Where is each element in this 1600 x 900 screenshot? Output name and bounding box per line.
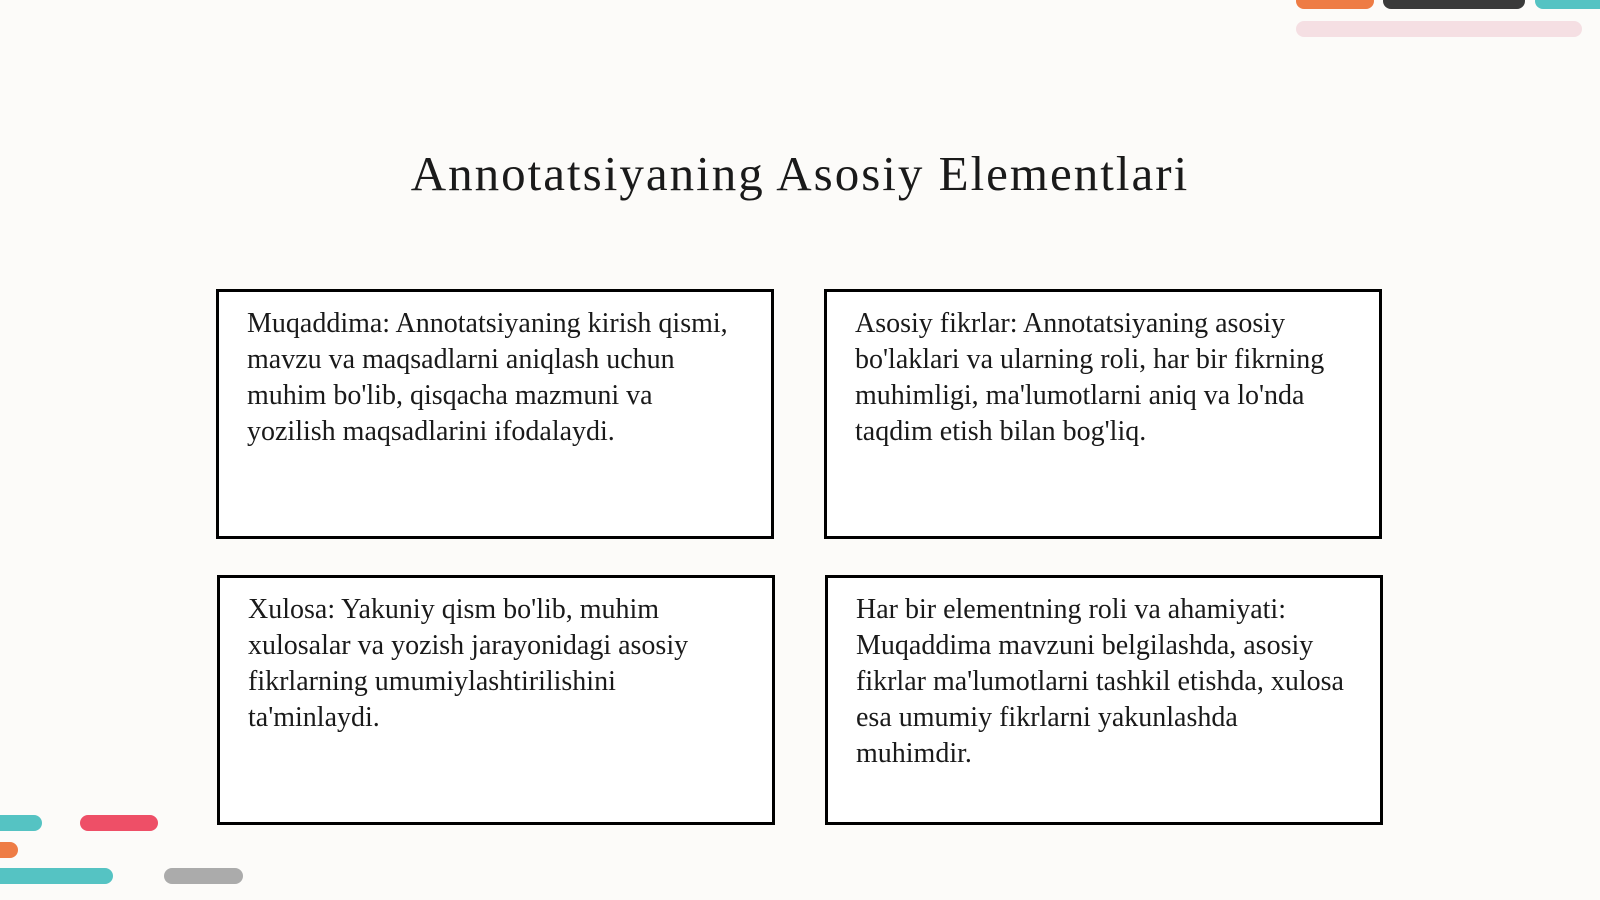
decorative-pill-teal — [1535, 0, 1600, 9]
text-box-introduction — [216, 289, 774, 539]
text-box-main-ideas — [824, 289, 1382, 539]
decorative-pill-orange — [1296, 0, 1374, 9]
decorative-pill-orange — [0, 842, 18, 858]
text-box-conclusion — [217, 575, 775, 825]
decorative-pill-gray — [164, 868, 243, 884]
decorative-pill-teal — [0, 868, 113, 884]
text-box-element-roles — [825, 575, 1383, 825]
decorative-pill-red — [80, 815, 158, 831]
text-box-introduction-text: Muqaddima: Annotatsiyaning kirish qismi, mavzu va maqsadlarni aniqlash uchun muhim bo'lib, qisqacha mazmuni va yozilish maqsadlarini ifodalaydi. — [247, 308, 728, 447]
decorative-pill-dark — [1383, 0, 1525, 9]
text-box-conclusion-text: Xulosa: Yakuniy qism bo'lib, muhim xulosalar va yozish jarayonidagi asosiy fikrlarning umumiylashtirilishini ta'minlaydi. — [248, 594, 689, 733]
decorative-pill-pink — [1296, 21, 1582, 37]
text-box-main-ideas-text: Asosiy fikrlar: Annotatsiyaning asosiy bo'laklari va ularning roli, har bir fikrning muhimligi, ma'lumotlarni aniq va lo'nda taqdim etish bilan bog'liq. — [855, 308, 1325, 447]
slide-title: Annotatsiyaning Asosiy Elementlari — [410, 146, 1190, 201]
text-box-element-roles-text: Har bir elementning roli va ahamiyati: Muqaddima mavzuni belgilashda, asosiy fikrlar ma'lumotlarni tashkil etishda, xulosa esa umumiy fikrlarni yakunlashda muhimdir. — [856, 594, 1344, 769]
decorative-pill-teal — [0, 815, 42, 831]
